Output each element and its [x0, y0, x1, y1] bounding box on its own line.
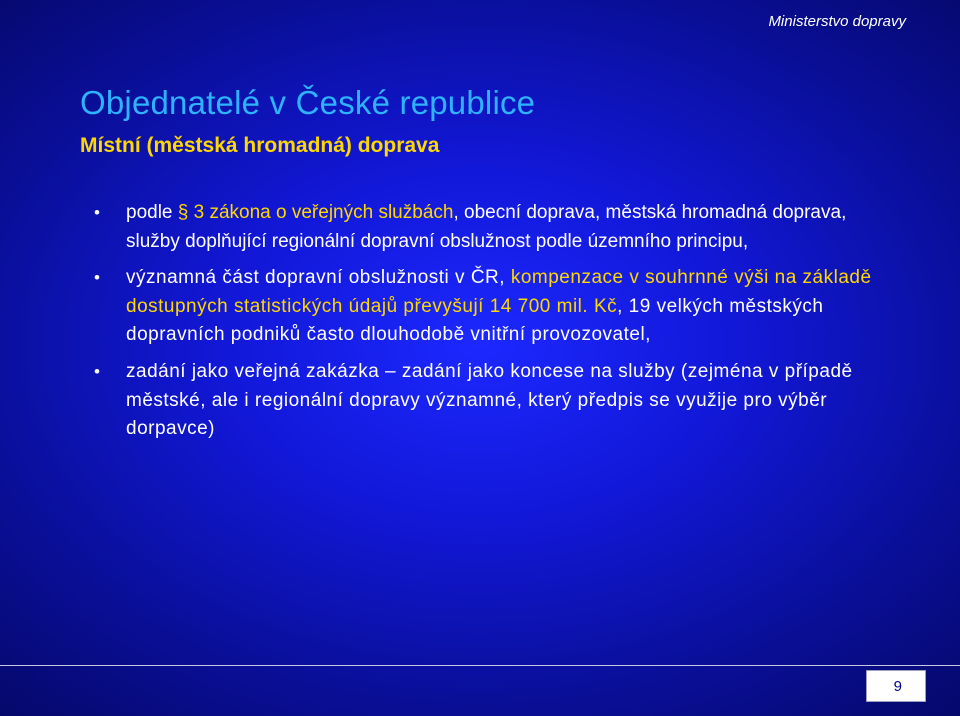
- page-number: 9: [893, 678, 902, 695]
- bullet-text: významná část dopravní obslužnosti v ČR,: [126, 267, 511, 289]
- ministry-label: Ministerstvo dopravy: [768, 13, 906, 30]
- bullet-item: [94, 264, 874, 350]
- page-number-box: [866, 670, 926, 702]
- bullet-dot-icon: •: [94, 203, 100, 222]
- bullet-text: podle: [126, 202, 178, 223]
- bullet-dot-icon: •: [94, 268, 101, 288]
- bullet-highlight: § 3 zákona o veřejných službách: [177, 202, 454, 223]
- bullet-dot-icon: •: [94, 361, 101, 381]
- bullet-highlight: kompenzace v souhrnné výši na základě dostupných statistických údajů převyšují 14 700 mil. Kč: [126, 267, 872, 317]
- bullet-list: [94, 199, 874, 444]
- bullet-text: , 19 velkých městských dopravních podniků často dlouhodobě vnitřní provozovatel,: [126, 295, 824, 346]
- slide-title: Objednatelé v České republice: [80, 84, 536, 121]
- footer-divider: [0, 665, 960, 666]
- bullet-text: , obecní doprava, městská hromadná doprava, služby doplňující regionální dopravní obslužnost podle územního principu,: [126, 202, 847, 252]
- bullet-item: [94, 199, 874, 256]
- bullet-item: [94, 358, 874, 444]
- slide-subtitle: Místní (městská hromadná) doprava: [80, 134, 440, 157]
- bullet-text: zadání jako veřejná zakázka – zadání jako koncese na služby (zejména v případě městské, ale i regionální dopravy významné, který předpis se využije pro výběr dorpavce): [126, 360, 853, 440]
